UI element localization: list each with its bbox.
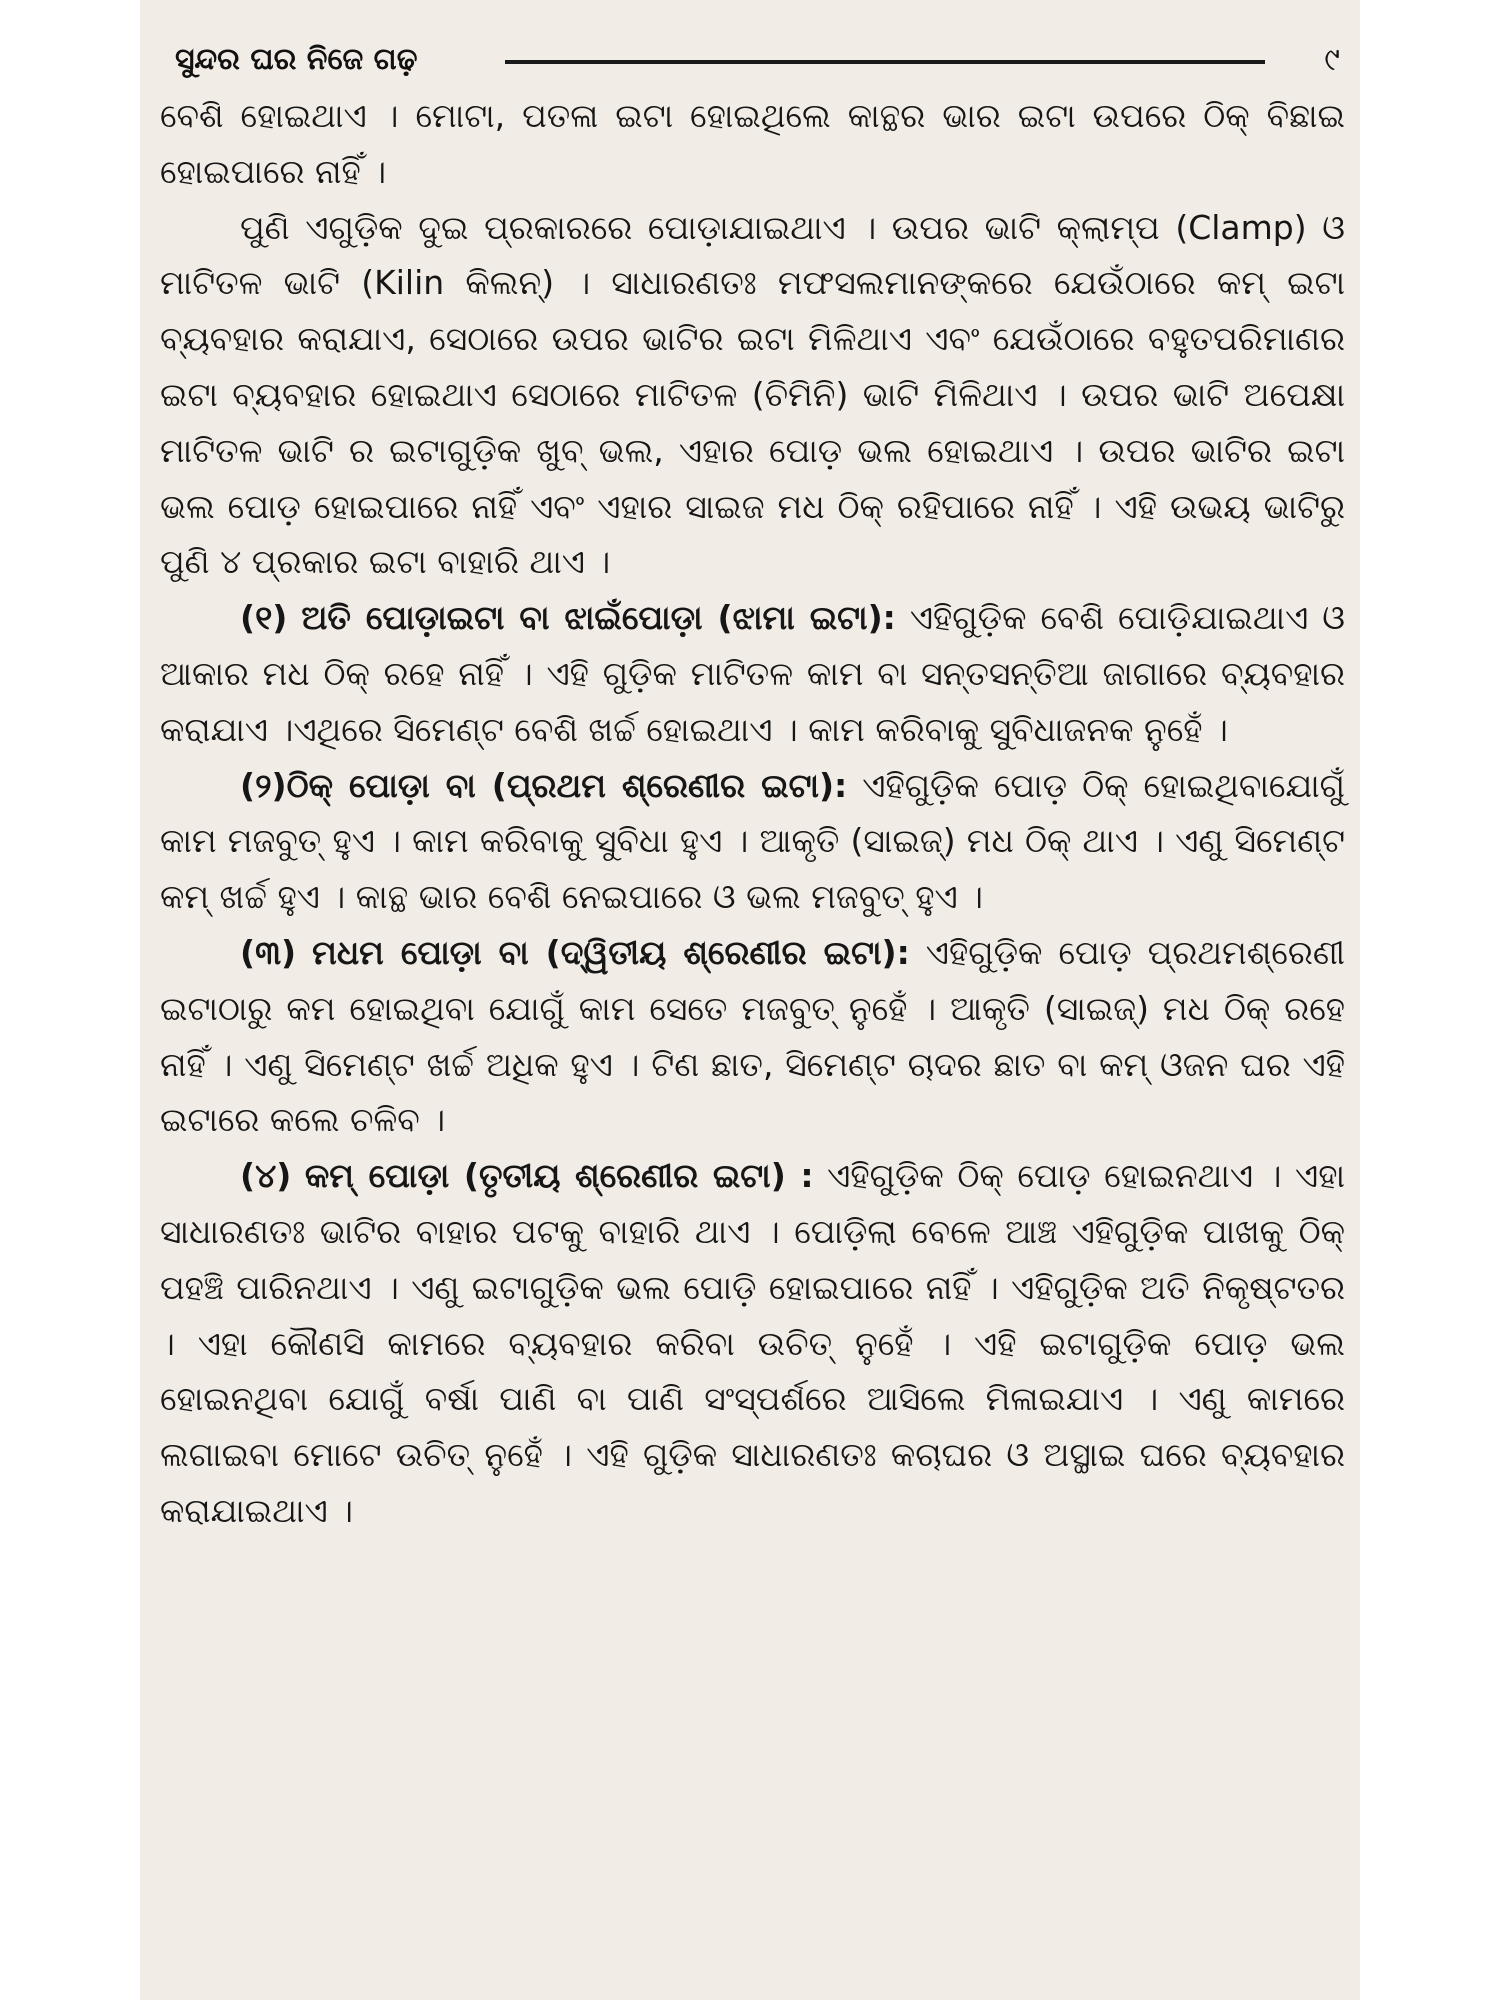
item-heading: ଠିକ୍ ପୋଡ଼ା ବା (ପ୍ରଥମ ଶ୍ରେଣୀର ଇଟା): — [286, 765, 848, 805]
item-text: ଏହିଗୁଡ଼ିକ ପୋଡ଼ ପ୍ରଥମଶ୍ରେଣୀ ଇଟାଠାରୁ କମ ହୋଇଥିବା ଯୋଗୁଁ କାମ ସେତେ ମଜବୁତ୍ ନୁହେଁ । ଆକୃତି (ସାଇଜ୍) ମଧ ଠିକ୍ ରହେ ନାହିଁ । ଏଣୁ ସିମେଣ୍ଟ ଖର୍ଚ୍ଚ ଅଧିକ ହୁଏ । ଟିଣ ଛାତ, ସିମେଣ୍ଟ ଚାଦର ଛାତ ବା କମ୍ ଓଜନ ଘର ଏହି ଇଟାରେ କଲେ ଚଳିବ । — [160, 932, 1345, 1140]
item-heading: ଅତି ପୋଡ଼ାଇଟା ବା ଝାଇଁପୋଡ଼ା (ଝାମା ଇଟା): — [301, 598, 896, 638]
body-text — [160, 88, 1345, 1539]
list-item — [160, 758, 1345, 925]
paragraph-text: ପୁଣି ଏଗୁଡ଼ିକ ଦୁଇ ପ୍ରକାରରେ ପୋଡ଼ାଯାଇଥାଏ । ଉପର ଭାଟି କ୍ଲାମ୍ପ (Clamp) ଓ ମାଟିତଳ ଭାଟି (Kilin କିଲନ୍) । ସାଧାରଣତଃ ମଫସଲମାନଙ୍କରେ ଯେଉଁଠାରେ କମ୍ ଇଟା ବ୍ୟବହାର କରାଯାଏ, ସେଠାରେ ଉପର ଭାଟିର ଇଟା ମିଳିଥାଏ ଏବଂ ଯେଉଁଠାରେ ବହୁତପରିମାଣର ଇଟା ବ୍ୟବହାର ହୋଇଥାଏ ସେଠାରେ ମାଟିତଳ (ଚିମିନି) ଭାଟି ମିଳିଥାଏ । ଉପର ଭାଟି ଅପେକ୍ଷା ମାଟିତଳ ଭାଟି ର ଇଟାଗୁଡ଼ିକ ଖୁବ୍ ଭଲ, ଏହାର ପୋଡ଼ ଭଲ ହୋଇଥାଏ । ଉପର ଭାଟିର ଇଟା ଭଲ ପୋଡ଼ ହୋଇପାରେ ନାହିଁ ଏବଂ ଏହାର ସାଇଜ ମଧ ଠିକ୍ ରହିପାରେ ନାହିଁ । ଏହି ଉଭୟ ଭାଟିରୁ ପୁଣି ୪ ପ୍ରକାର ଇଟା ବାହାରି ଥାଏ । — [160, 207, 1345, 582]
item-number: (୧) — [240, 598, 288, 638]
item-heading: ମଧମ ପୋଡ଼ା ବା (ଦ୍ୱିତୀୟ ଶ୍ରେଣୀର ଇଟା): — [312, 932, 910, 972]
item-number: (୪) — [240, 1156, 292, 1196]
list-item — [160, 1148, 1345, 1539]
list-item — [160, 925, 1345, 1148]
paragraph — [160, 88, 1345, 200]
item-number: (୨) — [240, 765, 287, 805]
item-heading: କମ୍ ପୋଡ଼ା (ତୃତୀୟ ଶ୍ରେଣୀର ଇଟା) : — [304, 1156, 814, 1196]
page-header — [175, 38, 1340, 88]
item-number: (୩) — [240, 932, 297, 972]
page-number: ୯ — [1324, 40, 1340, 78]
item-text: ଏହିଗୁଡ଼ିକ ଠିକ୍ ପୋଡ଼ ହୋଇନଥାଏ । ଏହା ସାଧାରଣତଃ ଭାଟିର ବାହାର ପଟକୁ ବାହାରି ଥାଏ । ପୋଡ଼ିଲା ବେଳେ ଆଞ୍ଚ ଏହିଗୁଡ଼ିକ ପାଖକୁ ଠିକ୍ ପହଞ୍ଚି ପାରିନଥାଏ । ଏଣୁ ଇଟାଗୁଡ଼ିକ ଭଲ ପୋଡ଼ି ହୋଇପାରେ ନାହିଁ । ଏହିଗୁଡ଼ିକ ଅତି ନିକୃଷ୍ଟତର । ଏହା କୌଣସି କାମରେ ବ୍ୟବହାର କରିବା ଉଚିତ୍ ନୁହେଁ । ଏହି ଇଟାଗୁଡ଼ିକ ପୋଡ଼ ଭଲ ହୋଇନଥିବା ଯୋଗୁଁ ବର୍ଷା ପାଣି ବା ପାଣି ସଂସ୍ପର୍ଶରେ ଆସିଲେ ମିଳାଇଯାଏ । ଏଣୁ କାମରେ ଲଗାଇବା ମୋଟେ ଉଚିତ୍ ନୁହେଁ । ଏହି ଗୁଡ଼ିକ ସାଧାରଣତଃ କଚାଘର ଓ ଅସ୍ଥାଇ ଘରେ ବ୍ୟବହାର କରାଯାଇଥାଏ । — [160, 1156, 1345, 1530]
item-text: ଏହିଗୁଡ଼ିକ ପୋଡ଼ ଠିକ୍ ହୋଇଥିବାଯୋଗୁଁ କାମ ମଜବୁତ୍ ହୁଏ । କାମ କରିବାକୁ ସୁବିଧା ହୁଏ । ଆକୃତି (ସାଇଜ୍) ମଧ ଠିକ୍ ଥାଏ । ଏଣୁ ସିମେଣ୍ଟ କମ୍ ଖର୍ଚ୍ଚ ହୁଏ । କାନ୍ଥ ଭାର ବେଶି ନେଇପାରେ ଓ ଭଲ ମଜବୁତ୍ ହୁଏ । — [160, 765, 1345, 917]
header-rule — [505, 60, 1265, 64]
item-text: ଏହିଗୁଡ଼ିକ ବେଶି ପୋଡ଼ିଯାଇଥାଏ ଓ ଆକାର ମଧ ଠିକ୍ ରହେ ନାହିଁ । ଏହି ଗୁଡ଼ିକ ମାଟିତଳ କାମ ବା ସନ୍ତସନ୍ତିଆ ଜାଗାରେ ବ୍ୟବହାର କରାଯାଏ ।ଏଥିରେ ସିମେଣ୍ଟ ବେଶି ଖର୍ଚ୍ଚ ହୋଇଥାଏ । କାମ କରିବାକୁ ସୁବିଧାଜନକ ନୁହେଁ । — [160, 598, 1345, 749]
paragraph-text: ବେଶି ହୋଇଥାଏ । ମୋଟା, ପତଳା ଇଟା ହୋଇଥିଲେ କାନ୍ଥର ଭାର ଇଟା ଉପରେ ଠିକ୍ ବିଛାଇ ହୋଇପାରେ ନାହିଁ । — [160, 96, 1345, 191]
paragraph — [160, 200, 1345, 591]
list-item — [160, 590, 1345, 757]
running-title: ସୁନ୍ଦର ଘର ନିଜେ ଗଢ଼ — [175, 42, 418, 77]
